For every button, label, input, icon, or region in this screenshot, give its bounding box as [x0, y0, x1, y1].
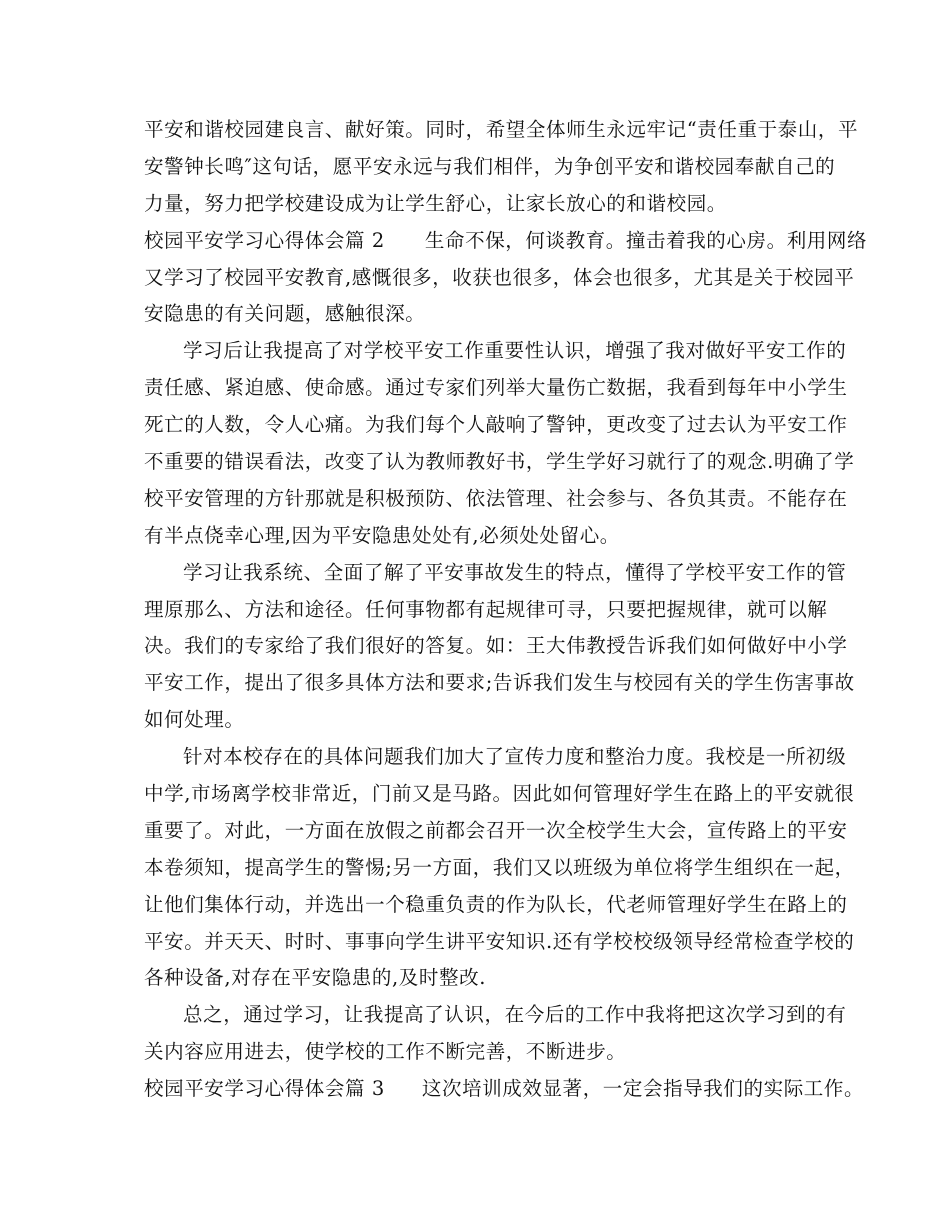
body-line: 各种设备,对存在平安隐患的,及时整改.: [144, 966, 486, 990]
body-line: 安隐患的有关问题，感触很深。: [144, 302, 426, 326]
body-line: 平安工作，提出了很多具体方法和要求;告诉我们发生与校园有关的学生伤害事故: [144, 671, 855, 695]
body-line: 决。我们的专家给了我们很好的答复。如：王大伟教授告诉我们如何做好中小学: [144, 634, 848, 658]
section-3-heading-tail: 这次培训成效显著，一定会指导我们的实际工作。: [421, 1077, 865, 1101]
body-line: 中学,市场离学校非常近，门前又是马路。因此如何管理好学生在路上的平安就很: [144, 782, 855, 806]
body-line: 平安。并天天、时时、事事向学生讲平安知识.还有学校校级领导经常检查学校的: [144, 929, 855, 953]
body-line: 又学习了校园平安教育,感慨很多，收获也很多，体会也很多，尤其是关于校园平: [144, 265, 855, 289]
body-line: 死亡的人数，令人心痛。为我们每个人敲响了警钟，更改变了过去认为平安工作: [144, 413, 848, 437]
body-line: 理原那么、方法和途径。任何事物都有起规律可寻，只要把握规律，就可以解: [144, 597, 828, 621]
body-line: 力量，努力把学校建设成为让学生舒心，让家长放心的和谐校园。: [144, 191, 727, 215]
body-line: 让他们集体行动，并选出一个稳重负责的作为队长，代老师管理好学生在路上的: [144, 892, 848, 916]
section-2-heading-tail: 生命不保，何谈教育。撞击着我的心房。利用网络: [424, 228, 868, 252]
paragraph-first-line: 总之，通过学习，让我提高了认识，在今后的工作中我将把这次学习到的有: [183, 1003, 847, 1027]
body-line: 有半点侥幸心理,因为平安隐患处处有,必须处处留心。: [144, 523, 620, 547]
section-2-heading: 校园平安学习心得体会篇 2: [144, 228, 385, 252]
section-2-heading-line: [144, 223, 868, 260]
section-3-heading: 校园平安学习心得体会篇 3: [144, 1077, 385, 1101]
paragraph-first-line: 学习后让我提高了对学校平安工作重要性认识，增强了我对做好平安工作的: [183, 339, 847, 363]
body-line: 不重要的错误看法，改变了认为教师教好书，学生学好习就行了的观念.明确了学: [144, 450, 855, 474]
body-line: 如何处理。: [144, 708, 245, 732]
body-line: 平安和谐校园建良言、献好策。同时，希望全体师生永远牢记“责任重于泰山，平: [144, 118, 859, 141]
body-line: 本卷须知，提高学生的警惕;另一方面，我们又以班级为单位将学生组织在一起，: [144, 855, 855, 879]
body-line: 重要了。对此，一方面在放假之前都会召开一次全校学生大会，宣传路上的平安: [144, 818, 848, 842]
paragraph-first-line: 针对本校存在的具体问题我们加大了宣传力度和整治力度。我校是一所初级: [183, 745, 847, 769]
body-line: 安警钟长鸣″这句话，愿平安永远与我们相伴，为争创平安和谐校园奉献自己的: [144, 154, 836, 178]
section-3-heading-line: [144, 1071, 865, 1108]
body-line: 校平安管理的方针那就是积极预防、依法管理、社会参与、各负其责。不能存在: [144, 486, 848, 510]
document-body: [144, 112, 868, 1108]
paragraph-first-line: 学习让我系统、全面了解了平安事故发生的特点，懂得了学校平安工作的管: [183, 560, 847, 584]
body-line: 关内容应用进去，使学校的工作不断完善，不断进步。: [144, 1040, 627, 1064]
body-line: 责任感、紧迫感、使命感。通过专家们列举大量伤亡数据，我看到每年中小学生: [144, 376, 848, 400]
